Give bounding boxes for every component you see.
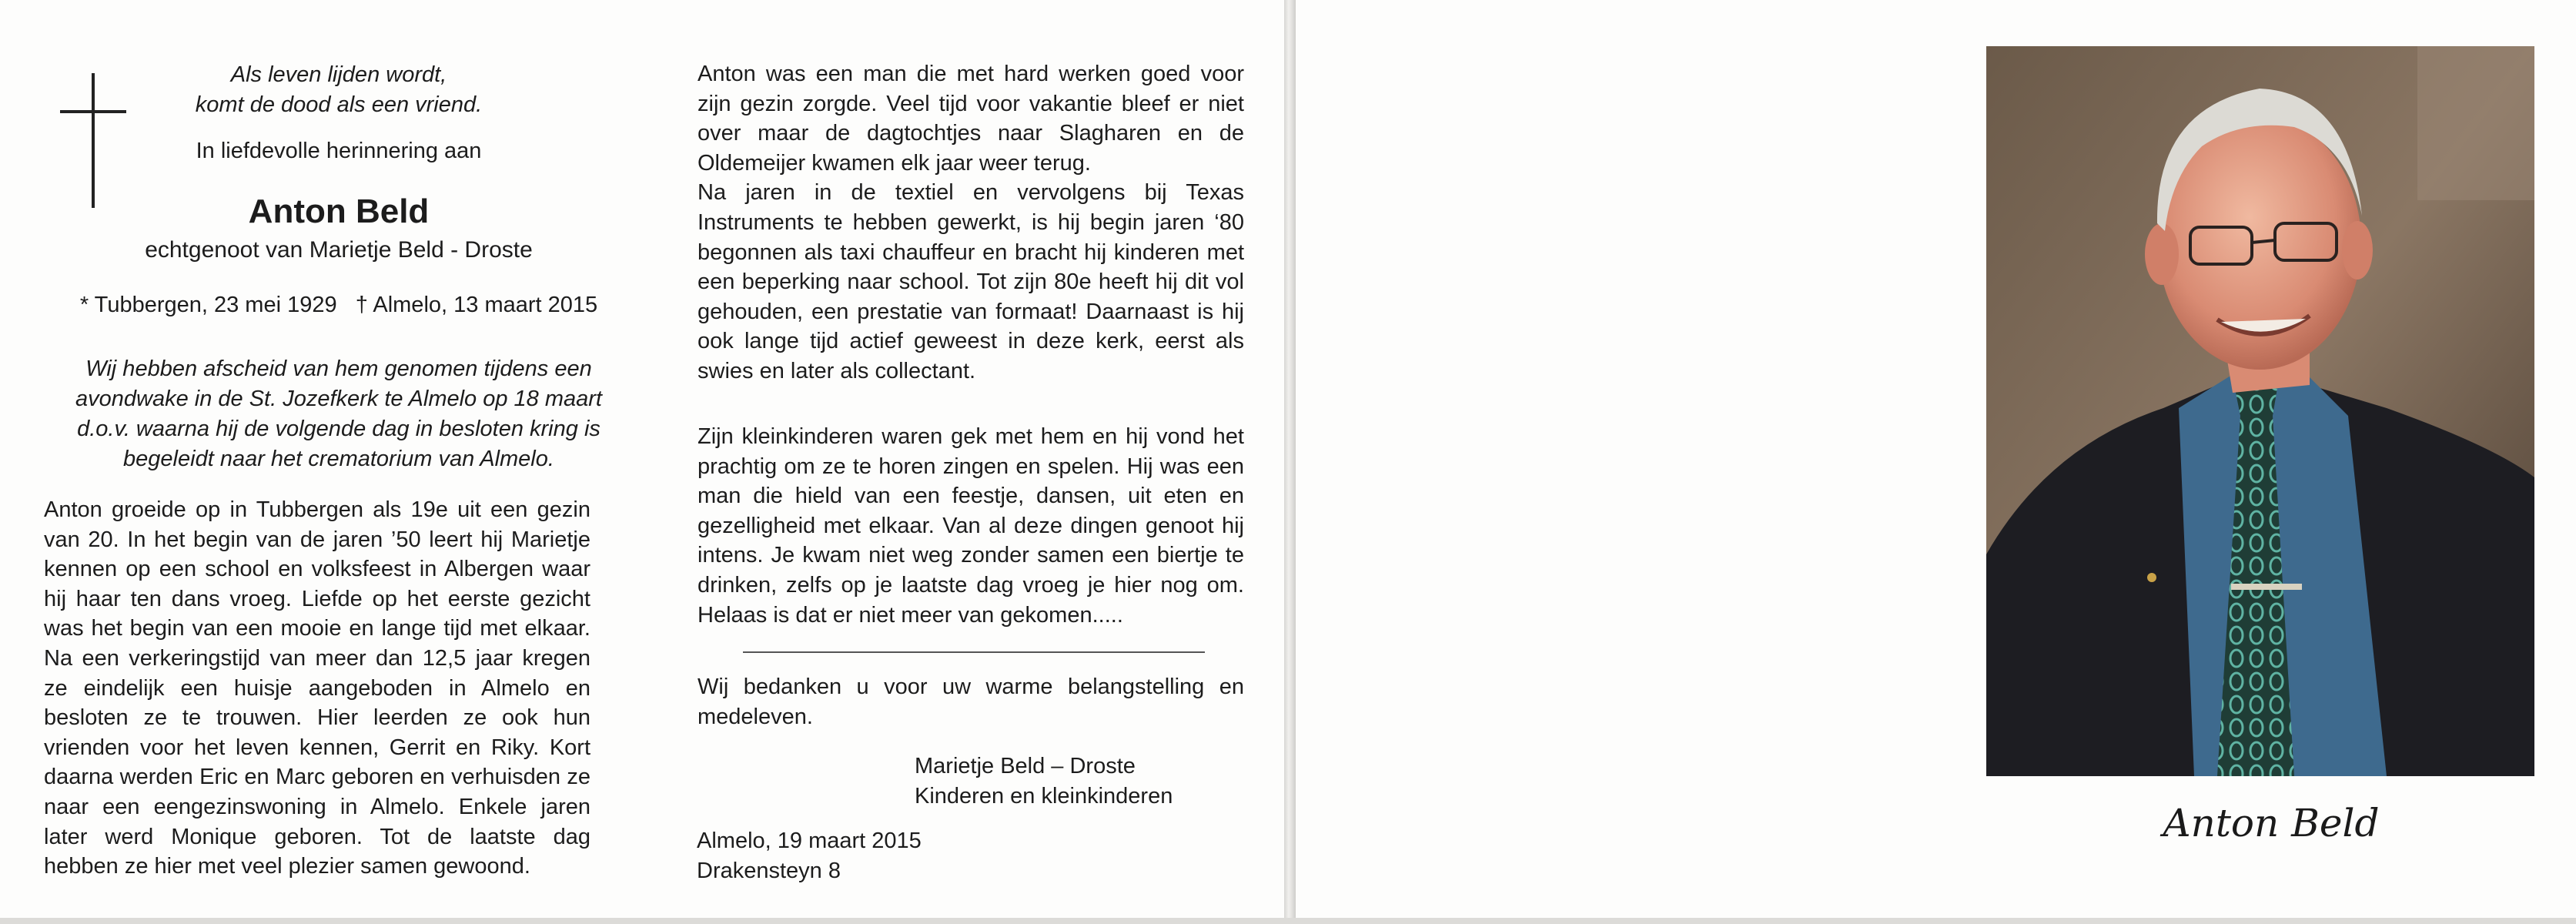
poem-line: Als leven lijden wordt,: [230, 62, 447, 87]
biography-part-3: [698, 422, 1244, 630]
biography-paragraph: Anton groeide op in Tubbergen als 19e uit een gezin van 20. In het begin van de jaren ’50 leert hij Marietje kennen op een school en volksfeest in Albergen waar hij haar ten dans vroeg. Liefde op het eerste gezicht was het begin van een mooie en lange tijd met elkaar. Na een verkeringstijd van meer dan 12,5 jaar kregen ze eindelijk een huisje aangeboden in Almelo en besloten ze te trouwen. Hier leerden ze ook hun vrienden voor het leven kennen, Gerrit en Riky. Kort daarna werden Eric en Marc geboren en verhuisden ze naar een eengezinswoning in Almelo. Enkele jaren later werd Monique geboren. Tot de laatste dag hebben ze hier met veel plezier samen gewoond.: [44, 497, 590, 879]
card-fold: [1284, 0, 1296, 924]
farewell-line: begeleidt naar het crematorium van Almelo.: [123, 447, 554, 471]
place-and-address: [697, 826, 1005, 886]
signer-line: Kinderen en kleinkinderen: [915, 784, 1173, 808]
address: Drakensteyn 8: [697, 859, 841, 883]
farewell-line: Wij hebben afscheid van hem genomen tijdens een: [85, 357, 592, 381]
farewell-text: [46, 354, 631, 474]
biography-part-2: [698, 59, 1244, 387]
thanks-text: [698, 672, 1244, 732]
portrait-photo: [1986, 46, 2534, 776]
divider: [743, 651, 1205, 653]
farewell-line: avondwake in de St. Jozefkerk te Almelo op 18 maart: [75, 387, 602, 411]
biography-part-1: [44, 495, 590, 882]
poem-line: komt de dood als een vriend.: [195, 92, 483, 117]
signer-line: Marietje Beld – Droste: [915, 754, 1136, 778]
photo-caption: Anton Beld: [2163, 801, 2380, 845]
birth-date: * Tubbergen, 23 mei 1929: [79, 293, 337, 317]
farewell-line: d.o.v. waarna hij de volgende dag in besloten kring is: [77, 417, 601, 441]
card-edge: [0, 918, 2576, 924]
biography-paragraph: Anton was een man die met hard werken goed voor zijn gezin zorgde. Veel tijd voor vakantie bleef er niet over maar de dagtochtjes naar Slagharen en de Oldemeijer kwamen elk jaar weer terug.: [698, 62, 1244, 176]
deceased-name: Anton Beld: [248, 192, 430, 230]
poem: [177, 60, 500, 120]
biography-paragraph: Na jaren in de textiel en vervolgens bij Texas Instruments te hebben gewerkt, is hij begin jaren ‘80 begonnen als taxi chauffeur en bracht hij kinderen met een beperking naar school. Tot zijn 80e heeft hij dit vol gehouden, een prestatie van formaat! Daarnaast is hij ook lange tijd actief geweest in deze kerk, eerst als swies en later als collectant.: [698, 180, 1244, 383]
life-dates: [46, 293, 631, 318]
place-date: Almelo, 19 maart 2015: [697, 829, 922, 853]
death-date: † Almelo, 13 maart 2015: [355, 293, 598, 317]
biography-paragraph: Zijn kleinkinderen waren gek met hem en hij vond het prachtig om ze te horen zingen en spelen. Hij was een man die hield van een feestje, dansen, uit eten en gezelligheid met elkaar. Van al deze dingen genoot hij intens. Je kwam niet weg zonder samen een biertje te drinken, zelfs op je laatste dag vroeg je hier nog om. Helaas is dat er niet meer van gekomen.....: [698, 424, 1244, 628]
signers: [915, 752, 1238, 812]
thanks-paragraph: Wij bedanken u voor uw warme belangstelling en medeleven.: [698, 675, 1244, 729]
spouse-line: echtgenoot van Marietje Beld - Droste: [145, 237, 533, 263]
intro-line: In liefdevolle herinnering aan: [196, 139, 482, 163]
